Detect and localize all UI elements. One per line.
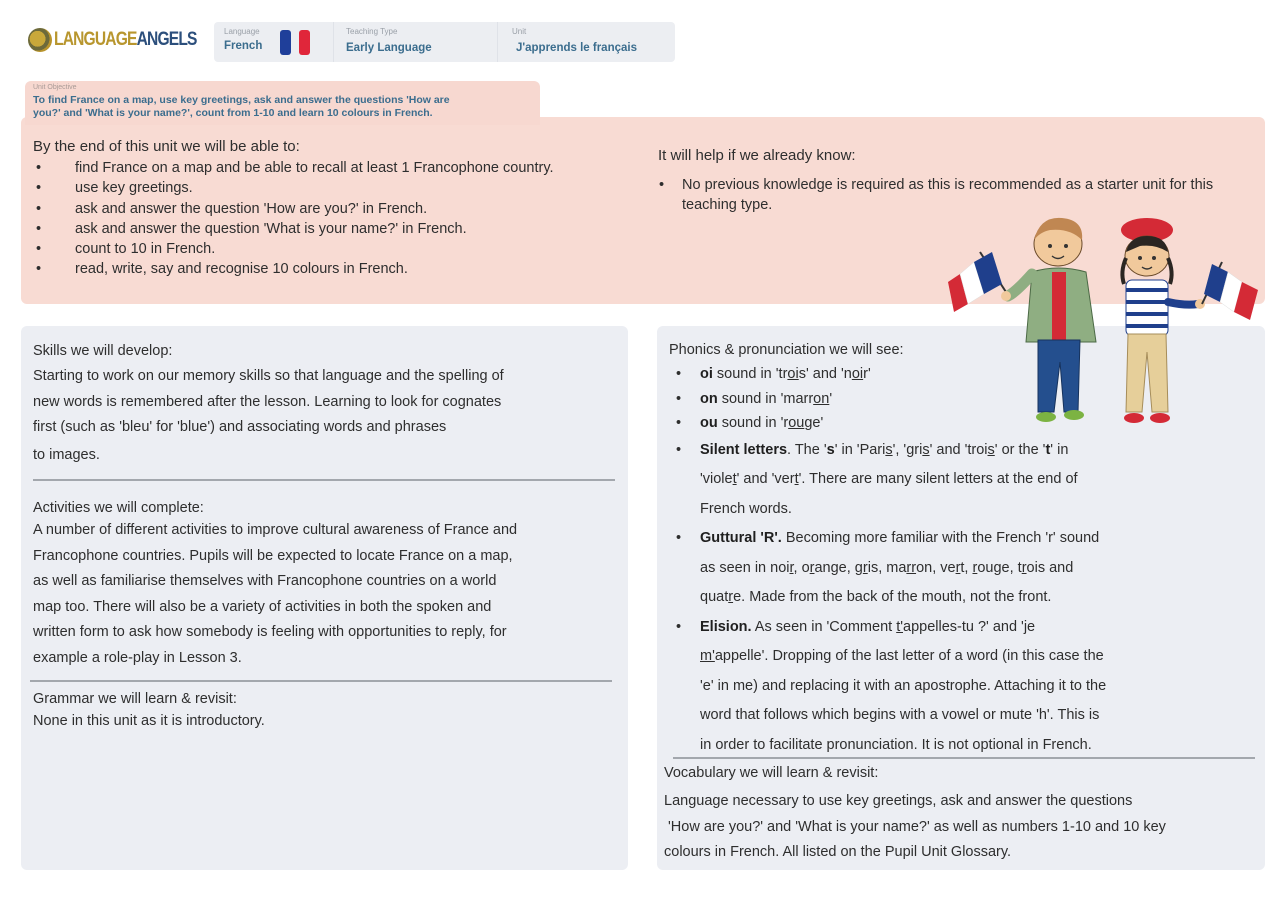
prior-knowledge-list [658, 175, 1218, 215]
phonics-item-guttural-r: • Guttural 'R'. Becoming more familiar with the French 'r' sound as seen in noir, orange, gris, marron, vert, rouge, trois and quatre. Made from the back of the mouth, not the front. [676, 530, 1100, 605]
able-to-item: • find France on a map and be able to recall at least 1 Francophone country. [36, 160, 554, 176]
phonics-heading: Phonics & pronunciation we will see: [669, 342, 904, 358]
able-to-item: • ask and answer the question 'What is your name?' in French. [36, 220, 467, 237]
unit-value: J'apprends le français [516, 42, 637, 54]
objective-line-1: To find France on a map, use key greetings, ask and answer the questions 'How are [33, 94, 450, 106]
boy-figure [1001, 218, 1096, 422]
phonics-item-oi: • oi sound in 'trois' and 'noir' [676, 366, 871, 382]
activities-body: A number of different activities to improve cultural awareness of France and Francophone countries. Pupils will be expected to locate France on a map, as well as familiarise themselves with Francophone countries on a world map too. There will also be a variety of activities in both the spoken and written form to ask how somebody is feeling with opportunities to reply, for example a role-play in Lesson 3. [33, 522, 518, 666]
french-flag-left-icon [948, 252, 1006, 312]
vocabulary-body: Language necessary to use key greetings, ask and answer the questions 'How are you?' and 'What is your name?' as well as numbers 1-10 and 10 key colours in French. All listed on the Pupil Unit Glossary. [664, 793, 1166, 860]
prior-knowledge-heading: It will help if we already know: [658, 147, 856, 164]
able-to-item: • count to 10 in French. [36, 241, 216, 258]
girl-figure [1121, 218, 1205, 423]
phonics-item-ou: • ou sound in 'rouge' [676, 415, 824, 431]
section-divider [30, 680, 612, 682]
objective-line-2: you?' and 'What is your name?', count from 1-10 and learn 10 colours in French. [33, 107, 433, 119]
unit-objective [25, 81, 540, 125]
phonics-item-elision: • Elision. As seen in 'Comment t'appelles-tu ?' and 'je m'appelle'. Dropping of the last letter of a word (in this case the 'e' in me) and replacing it with an apostrophe. Attaching it to the word that follows which begins with a vowel or mute 'h'. This is in order to facilitate pronunciation. It is not optional in French. [676, 618, 1107, 753]
grammar-body: None in this unit as it is introductory. [33, 713, 265, 729]
children-with-flags-illustration [940, 212, 1270, 437]
unit-label: Unit [512, 27, 527, 36]
flag-blue-stripe [280, 30, 291, 55]
phonics-item-on: • on sound in 'marron' [676, 390, 833, 407]
section-divider [673, 757, 1255, 759]
language-label: Language [224, 27, 260, 36]
french-flag-right-icon [1202, 262, 1258, 320]
able-to-item: • ask and answer the question 'How are you?' in French. [36, 200, 428, 217]
language-cell [214, 22, 334, 62]
objective-label: Unit Objective [33, 84, 77, 91]
unit-cell [498, 22, 675, 62]
able-to-list [33, 158, 593, 280]
teaching-type-label: Teaching Type [346, 27, 398, 36]
section-divider [33, 479, 615, 481]
language-value: French [224, 40, 263, 52]
activities-heading: Activities we will complete: [33, 500, 204, 516]
grammar-heading: Grammar we will learn & revisit: [33, 691, 237, 707]
phonics-item-silent-letters: • Silent letters. The 's' in 'Paris', 'gris' and 'trois' or the 't' in 'violet' and 'vert'. There are many silent letters at the end of French words. [676, 441, 1078, 517]
french-flag-icon [280, 30, 310, 55]
flag-red-stripe [299, 30, 310, 55]
unit-info-bar [214, 22, 675, 62]
teaching-type-cell [334, 22, 498, 62]
able-to-item: • use key greetings. [36, 180, 193, 197]
able-to-heading: By the end of this unit we will be able to: [33, 138, 300, 155]
vocabulary-heading: Vocabulary we will learn & revisit: [664, 765, 879, 781]
skills-body: Starting to work on our memory skills so that language and the spelling of new words is remembered after the lesson. Learning to look for cognates first (such as 'bleu' for 'blue') and associating words and phrases to images. [33, 368, 504, 463]
able-to-item: • read, write, say and recognise 10 colours in French. [36, 261, 408, 278]
prior-knowledge-item: • No previous knowledge is required as this is recommended as a starter unit for this teaching type. [659, 177, 1214, 213]
angel-logo-icon [28, 28, 52, 52]
skills-heading: Skills we will develop: [33, 343, 173, 359]
logo-text: LANGUAGEANGELS [54, 29, 197, 50]
language-angels-logo [28, 28, 228, 52]
teaching-type-value: Early Language [346, 42, 432, 54]
